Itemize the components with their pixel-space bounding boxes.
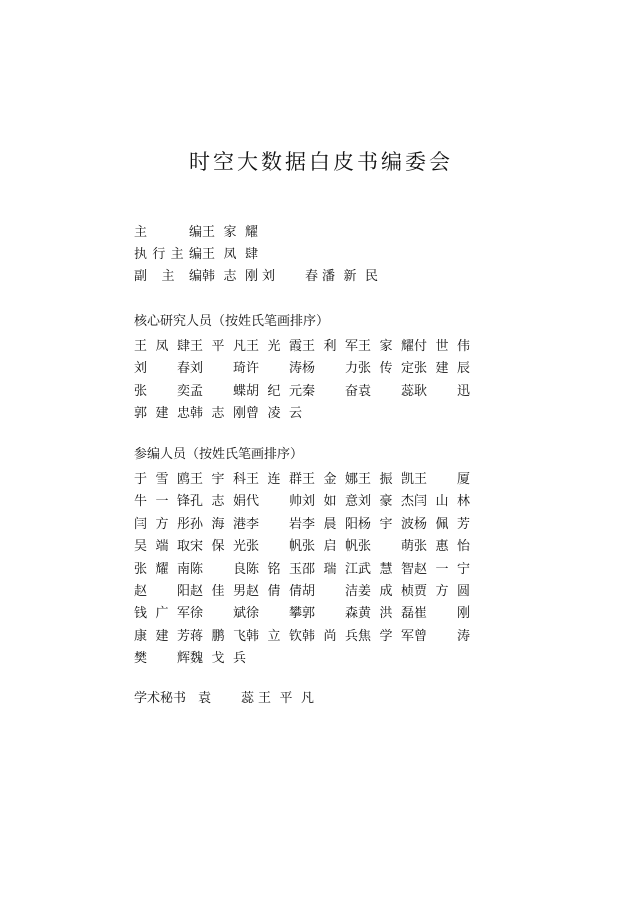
person-name: 赵 佳 男 [190,583,246,599]
participants-section [134,445,470,671]
person-name: 黄 洪 磊 [358,606,414,622]
secretary-names [198,688,314,710]
person-name: 郭 建 忠 [134,406,190,422]
person-name: 吴 端 取 [134,539,190,555]
page-title: 时空大数据白皮书编委会 [189,150,453,174]
person-name: 秦 奋 [302,383,358,399]
person-name: 张 奕 [134,383,190,399]
editor-role-label: 执 行 主 编 [134,247,202,262]
person-name: 王 家 耀 [358,339,414,354]
person-name: 王 利 军 [302,339,358,354]
person-name: 邵 瑞 江 [302,561,358,577]
person-name: 杨 力 [302,361,358,377]
person-name: 孟 蝶 [190,383,246,399]
person-name: 胡 洁 [302,583,358,599]
person-name: 刘 春 [134,361,190,377]
person-name: 孙 海 港 [190,516,246,532]
person-name: 陈 良 [190,561,246,577]
person-name: 钱 广 军 [134,606,190,622]
person-name: 郭 森 [302,606,358,622]
person-name: 张 建 辰 [414,361,470,377]
person-name: 牛 一 锋 [134,494,190,510]
person-name: 耿 迅 [414,383,470,399]
person-name: 韩 志 刚 [202,269,258,284]
editor-names [202,244,258,266]
person-name: 徐 斌 [190,606,246,622]
person-name: 刘 春 [262,269,318,284]
person-name: 张 惠 怡 [414,539,470,555]
editor-names [202,222,258,244]
person-name: 闫 山 林 [414,494,470,510]
person-name: 袁 蕊 [198,691,254,706]
person-name: 杨 佩 芳 [414,516,470,532]
person-name: 王 凤 肆 [134,339,190,354]
participants-heading: 参编人员（按姓氏笔画排序） [134,447,304,462]
core-researchers-heading: 核心研究人员（按姓氏笔画排序） [134,314,330,329]
editor-names [202,266,378,288]
person-name: 胡 纪 元 [246,383,302,399]
person-name: 王 平 凡 [258,691,314,706]
person-name: 徐 攀 [246,606,302,622]
person-name: 韩 立 钦 [246,628,302,644]
editor-role-label: 副 主 编 [134,269,202,284]
person-name: 孔 志 娟 [190,494,246,510]
person-name: 刘 如 意 [302,494,358,510]
person-name: 宋 保 光 [190,539,246,555]
person-name: 王 家 耀 [202,225,258,240]
person-name: 刘 琦 [190,361,246,377]
person-name: 张 帆 [246,539,302,555]
person-name: 陈 铭 玉 [246,561,302,577]
person-name: 曾 凌 云 [246,406,302,422]
person-name: 武 慧 智 [358,561,414,577]
person-name: 樊 辉 [134,651,190,667]
editor-row [134,244,464,266]
person-name: 姜 成 桢 [358,583,414,599]
person-name: 赵 阳 [134,583,190,599]
person-name: 张 启 帆 [302,539,358,555]
person-name: 潘 新 民 [322,269,378,284]
core-researchers-section [134,312,470,426]
person-name: 王 厦 [414,472,470,487]
person-name: 许 涛 [246,361,302,377]
academic-secretary [134,688,464,710]
core-researchers-list [134,336,470,426]
person-name: 崔 刚 [414,606,470,622]
editor-row [134,266,464,288]
person-name: 康 建 芳 [134,628,190,644]
person-name: 李 岩 [246,516,302,532]
editorial-leaders [134,222,464,288]
person-name: 张 传 定 [358,361,414,377]
editor-role-label: 主 编 [134,225,202,240]
person-name: 韩 尚 兵 [302,628,358,644]
person-name: 张 耀 南 [134,561,190,577]
person-name: 付 世 伟 [414,339,470,354]
participants-list [134,469,470,671]
person-name: 张 萌 [358,539,414,555]
person-name: 贾 方 圆 [414,583,470,599]
person-name: 蒋 鹏 飞 [190,628,246,644]
person-name: 赵 一 宁 [414,561,470,577]
person-name: 杨 宇 波 [358,516,414,532]
person-name: 赵 倩 倩 [246,583,302,599]
secretary-label: 学术秘书 [134,691,187,706]
editor-row [134,222,464,244]
person-name: 王 振 凯 [358,472,414,487]
person-name: 袁 蕊 [358,383,414,399]
person-name: 于 雪 鸥 [134,472,190,487]
person-name: 刘 豪 杰 [358,494,414,510]
person-name: 韩 志 刚 [190,406,246,422]
person-name: 曾 涛 [414,628,470,644]
person-name: 魏 戈 兵 [190,651,246,667]
person-name: 李 晨 阳 [302,516,358,532]
person-name: 焦 学 军 [358,628,414,644]
person-name: 王 平 凡 [190,339,246,354]
person-name: 王 金 娜 [302,472,358,487]
person-name: 王 宇 科 [190,472,246,487]
person-name: 王 连 群 [246,472,302,487]
person-name: 王 光 霞 [246,339,302,354]
person-name: 代 帅 [246,494,302,510]
person-name: 闫 方 彤 [134,516,190,532]
person-name: 王 凤 肆 [202,247,258,262]
